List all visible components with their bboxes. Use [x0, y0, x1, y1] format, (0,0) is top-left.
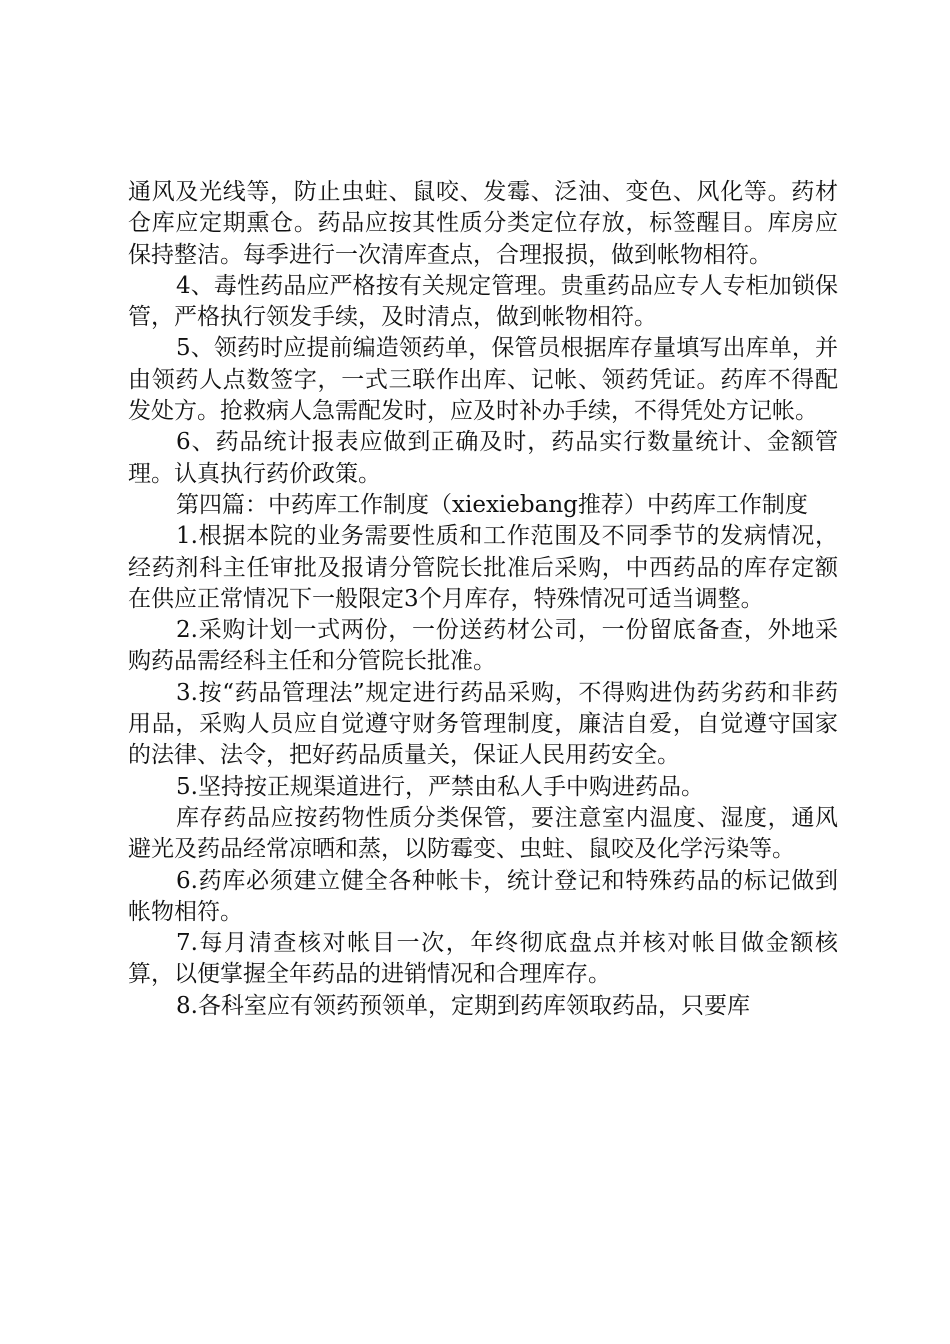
paragraph-3: 5、领药时应提前编造领药单，保管员根据库存量填写出库单，并由领药人点数签字，一式三联作出库、记帐、领药凭证。药库不得配发处方。抢救病人急需配发时，应及时补办手续，不得凭处方记帐。: [128, 335, 838, 425]
paragraph-9: 5.坚持按正规渠道进行，严禁由私人手中购进药品。: [176, 773, 704, 800]
paragraph-10: 库存药品应按药物性质分类保管，要注意室内温度、湿度，通风避光及药品经常凉晒和蒸，以防霉变、虫蛀、鼠咬及化学污染等。: [128, 804, 838, 863]
paragraph-11: 6.药库必须建立健全各种帐卡，统计登记和特殊药品的标记做到帐物相符。: [128, 867, 838, 925]
paragraph-7: 2.采购计划一式两份，一份送药材公司，一份留底备查，外地采购药品需经科主任和分管院长批准。: [128, 617, 838, 675]
section-heading: 第四篇：中药库工作制度（xiexiebang推荐）中药库工作制度: [176, 491, 808, 518]
paragraph-4: 6、药品统计报表应做到正确及时，药品实行数量统计、金额管理。认真执行药价政策。: [128, 429, 838, 487]
document-page: [128, 177, 838, 1022]
paragraph-1: 通风及光线等，防止虫蛀、鼠咬、发霉、泛油、变色、风化等。药材仓库应定期熏仓。药品应按其性质分类定位存放，标签醒目。库房应保持整洁。每季进行一次清库查点，合理报损，做到帐物相符。: [128, 179, 838, 268]
paragraph-12: 7.每月清查核对帐目一次，年终彻底盘点并核对帐目做金额核算，以便掌握全年药品的进销情况和合理库存。: [128, 930, 838, 988]
paragraph-6: 1.根据本院的业务需要性质和工作范围及不同季节的发病情况，经药剂科主任审批及报请分管院长批准后采购，中西药品的库存定额在供应正常情况下一般限定3个月库存，特殊情况可适当调整。: [128, 523, 838, 612]
paragraph-2: 4、毒性药品应严格按有关规定管理。贵重药品应专人专柜加锁保管，严格执行领发手续，及时清点，做到帐物相符。: [128, 272, 838, 331]
paragraph-8: 3.按“药品管理法”规定进行药品采购，不得购进伪药劣药和非药用品，采购人员应自觉遵守财务管理制度，廉洁自爱，自觉遵守国家的法律、法令，把好药品质量关，保证人民用药安全。: [128, 679, 838, 769]
paragraph-13: 8.各科室应有领药预领单，定期到药库领取药品，只要库: [176, 992, 750, 1019]
